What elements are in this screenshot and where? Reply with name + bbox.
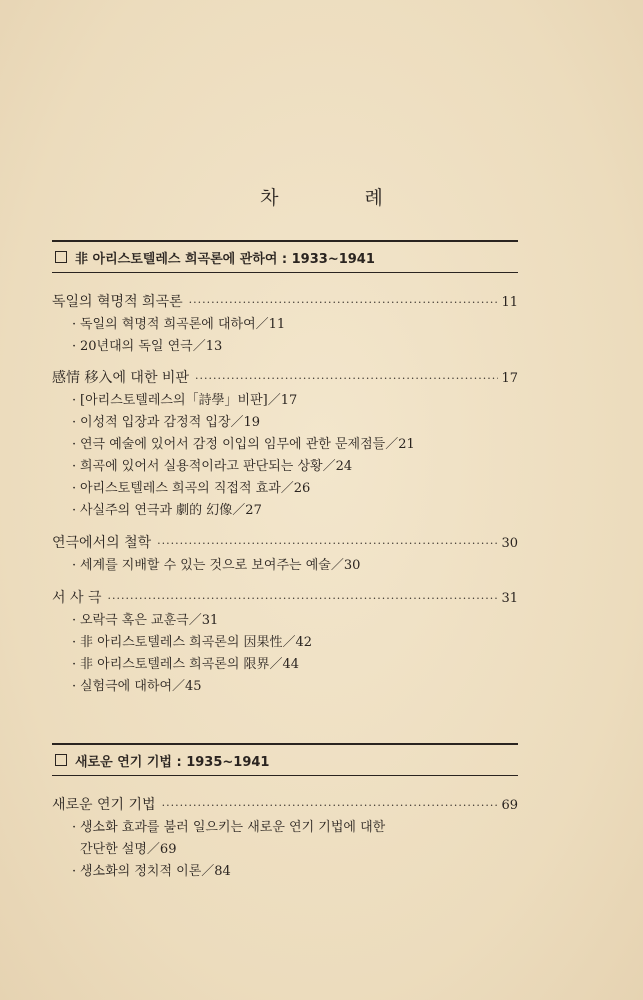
toc-entry[interactable] — [52, 794, 518, 817]
leader-dots — [189, 291, 499, 314]
toc-subentry-text: 이성적 입장과 감정적 입장／19 — [80, 415, 261, 430]
toc-part-2 — [52, 743, 518, 883]
toc-entry[interactable] — [52, 367, 518, 390]
bullet-icon: · — [72, 820, 77, 835]
toc-subentry[interactable] — [52, 610, 518, 632]
toc-subentry[interactable] — [52, 676, 518, 698]
toc-subentry-text: 간단한 설명／69 — [80, 842, 177, 857]
bullet-icon: · — [72, 393, 77, 408]
toc-subentry[interactable] — [52, 390, 518, 412]
toc-entry-page: 30 — [501, 536, 518, 551]
toc-entry-label: 感情 移入에 대한 비판 — [52, 370, 189, 386]
toc-entry-page: 31 — [501, 591, 518, 606]
toc-entry-label: 서 사 극 — [52, 590, 102, 606]
toc-subentry-text: 非 아리스토텔레스 희곡론의 因果性／42 — [80, 635, 313, 650]
toc-entry[interactable] — [52, 587, 518, 610]
toc-subentry-text: 독일의 혁명적 희곡론에 대하여／11 — [80, 317, 286, 332]
toc-subentry[interactable] — [52, 861, 518, 883]
leader-dots — [162, 794, 499, 817]
toc-subentry[interactable] — [52, 336, 518, 358]
toc-entry-label: 새로운 연기 기법 — [52, 797, 156, 813]
toc-entry-page: 69 — [501, 798, 518, 813]
bullet-icon: · — [72, 459, 77, 474]
bullet-icon: · — [72, 679, 77, 694]
toc-entry-page: 11 — [501, 295, 518, 310]
bullet-icon: · — [72, 635, 77, 650]
part-heading — [52, 743, 518, 776]
toc-subentry-text: 실험극에 대하여／45 — [80, 679, 202, 694]
leader-dots — [107, 587, 498, 610]
bullet-icon: · — [72, 613, 77, 628]
bullet-icon: · — [72, 339, 77, 354]
toc-subentry[interactable] — [52, 632, 518, 654]
toc-subentry[interactable] — [52, 478, 518, 500]
bullet-icon: · — [72, 558, 77, 573]
toc-subentry-text: 세계를 지배할 수 있는 것으로 보여주는 예술／30 — [80, 558, 361, 573]
toc-subentry[interactable] — [52, 817, 518, 839]
toc-subentry-text: 생소화의 정치적 이론／84 — [80, 864, 231, 879]
checkbox-square-icon — [55, 754, 67, 766]
bullet-icon: · — [72, 481, 77, 496]
toc-section — [52, 291, 518, 358]
toc-subentry-text: 생소화 효과를 불러 일으키는 새로운 연기 기법에 대한 — [80, 820, 386, 835]
leader-dots — [157, 532, 498, 555]
part-heading-text: 새로운 연기 기법 : 1935~1941 — [75, 754, 270, 770]
toc-entry[interactable] — [52, 291, 518, 314]
toc-subentry[interactable] — [52, 434, 518, 456]
bullet-icon: · — [72, 503, 77, 518]
toc-entry[interactable] — [52, 532, 518, 555]
toc-subentry-text: 非 아리스토텔레스 희곡론의 限界／44 — [80, 657, 300, 672]
bullet-icon: · — [72, 415, 77, 430]
toc-section — [52, 532, 518, 577]
toc-subentry[interactable] — [52, 456, 518, 478]
toc-subentry-text: 희곡에 있어서 실용적이라고 판단되는 상황／24 — [80, 459, 353, 474]
toc-subentry[interactable] — [52, 654, 518, 676]
bullet-icon: · — [72, 317, 77, 332]
toc-subentry-text: 20년대의 독일 연극／13 — [80, 339, 223, 354]
toc-subentry-text: 연극 예술에 있어서 감정 이입의 임무에 관한 문제점들／21 — [80, 437, 415, 452]
toc-subentry[interactable] — [52, 555, 518, 577]
toc-subentry-text: 오락극 혹은 교훈극／31 — [80, 613, 219, 628]
toc-subentry-text: [아리스토텔레스의「詩學」비판]／17 — [80, 393, 298, 408]
toc-entry-label: 연극에서의 철학 — [52, 535, 152, 551]
toc-subentry[interactable] — [52, 314, 518, 336]
toc-entry-page: 17 — [501, 371, 518, 386]
page-title: 차 례 — [260, 187, 423, 209]
checkbox-square-icon — [55, 251, 67, 263]
leader-dots — [195, 367, 498, 390]
bullet-icon: · — [72, 657, 77, 672]
toc-section — [52, 587, 518, 698]
toc-section — [52, 794, 518, 883]
toc-entry-label: 독일의 혁명적 희곡론 — [52, 294, 183, 310]
toc-subentry-continuation[interactable] — [52, 839, 518, 861]
toc-subentry-text: 아리스토텔레스 희곡의 직접적 효과／26 — [80, 481, 311, 496]
bullet-icon: · — [72, 437, 77, 452]
toc-section — [52, 367, 518, 522]
part-heading-text: 非 아리스토텔레스 희곡론에 관하여 : 1933~1941 — [75, 251, 375, 267]
toc-part-1 — [52, 240, 518, 698]
bullet-icon: · — [72, 864, 77, 879]
toc-subentry[interactable] — [52, 412, 518, 434]
part-heading — [52, 240, 518, 273]
toc-subentry[interactable] — [52, 500, 518, 522]
toc-subentry-text: 사실주의 연극과 劇的 幻像／27 — [80, 503, 262, 518]
